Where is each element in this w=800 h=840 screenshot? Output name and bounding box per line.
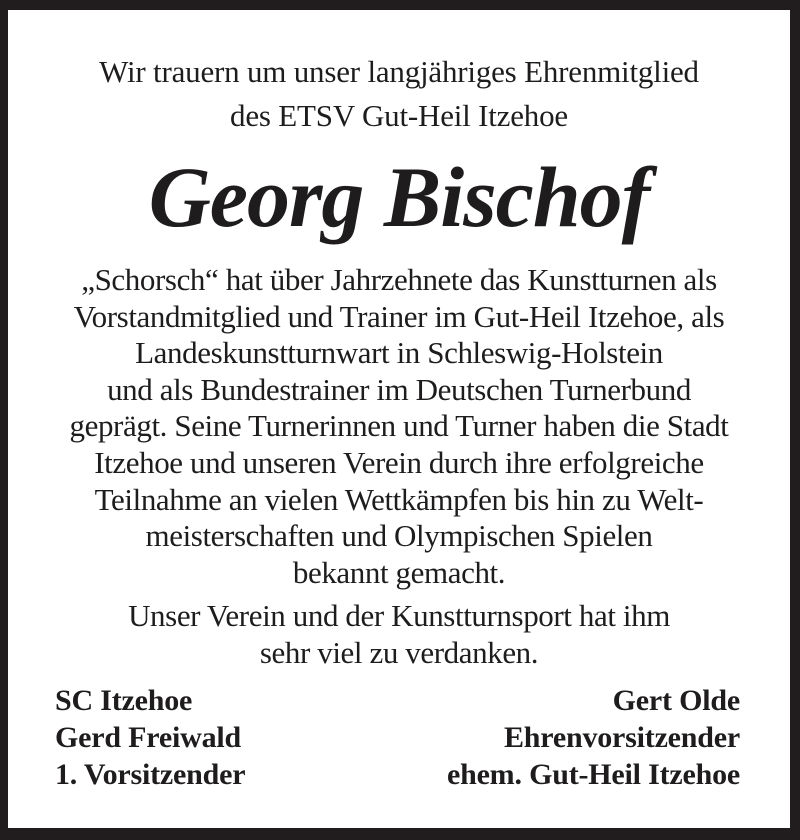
closing-line: Unser Verein und der Kunstturnsport hat ihm xyxy=(128,598,670,634)
tribute-line: Itzehoe und unseren Verein durch ihre erfolgreiche xyxy=(94,444,704,480)
signature-title-left: 1. Vorsitzender xyxy=(55,757,246,791)
intro-block xyxy=(8,10,790,138)
tribute-line: meisterschaften und Olympischen Spielen xyxy=(145,518,653,554)
tribute-line: Teilnahme an vielen Wettkämpfen bis hin zu Welt- xyxy=(94,481,704,517)
signature-name-right: Gert Olde xyxy=(612,683,740,717)
tribute-line: bekannt gemacht. xyxy=(292,554,506,590)
tribute-line: und als Bundestrainer im Deutschen Turnerbund xyxy=(107,371,691,407)
signature-left-column xyxy=(55,682,245,793)
signature-org-right: ehem. Gut-Heil Itzehoe xyxy=(446,757,740,791)
signature-title-right: Ehrenvorsitzender xyxy=(503,720,740,754)
tribute-line: Landeskunstturnwart in Schleswig-Holstein xyxy=(135,335,663,371)
deceased-name: Georg Bischof xyxy=(148,149,650,245)
signature-org: SC Itzehoe xyxy=(55,683,193,717)
signature-right-column xyxy=(447,682,740,793)
tribute-line: „Schorsch“ hat über Jahrzehnete das Kunstturnen als xyxy=(81,262,717,297)
tribute-line: geprägt. Seine Turnerinnen und Turner haben die Stadt xyxy=(69,408,729,444)
intro-line-2: des ETSV Gut-Heil Itzehoe xyxy=(230,98,568,133)
signature-block xyxy=(8,672,790,793)
tribute-line: Vorstandmitglied und Trainer im Gut-Heil Itzehoe, als xyxy=(73,298,725,334)
intro-line-1: Wir trauern um unser langjähriges Ehrenmitglied xyxy=(99,54,699,89)
signature-name-left: Gerd Freiwald xyxy=(55,720,241,754)
closing-line: sehr viel zu verdanken. xyxy=(259,634,539,670)
tribute-paragraph xyxy=(8,262,790,591)
closing-paragraph xyxy=(8,598,790,671)
